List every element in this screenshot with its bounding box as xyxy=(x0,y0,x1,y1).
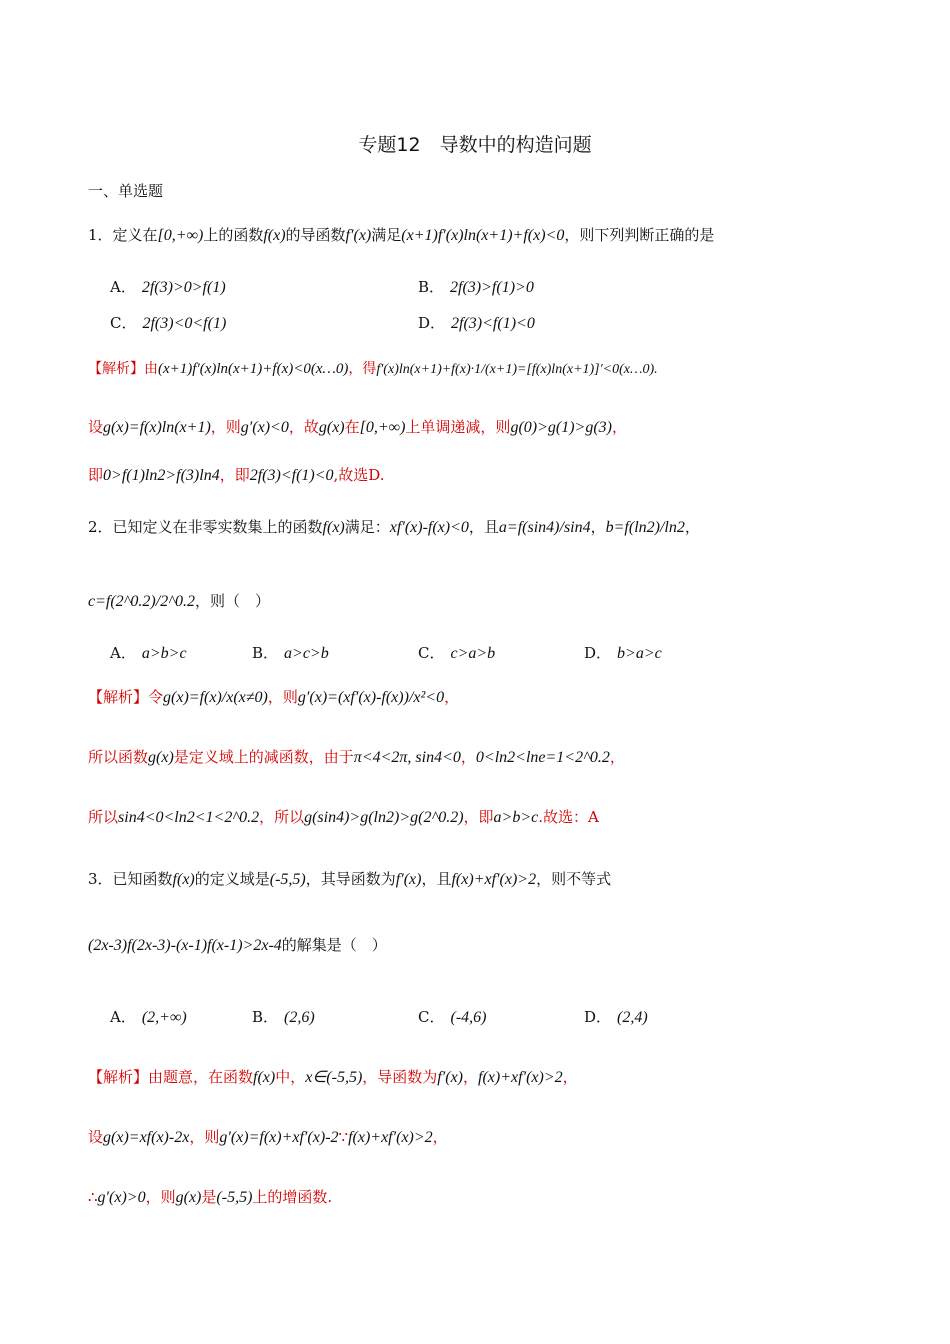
option-value: c>a>b xyxy=(450,645,496,662)
solution-text: 所以函数 xyxy=(88,748,149,766)
q3-stem-line-2 xyxy=(88,938,387,954)
option-value: a>b>c xyxy=(141,645,187,662)
solution-math: g(x)=xf(x)-2x xyxy=(103,1129,190,1146)
option-label: B． xyxy=(418,278,445,296)
solution-text: 上的增函数. xyxy=(252,1188,333,1206)
solution-math: f(x) xyxy=(253,1069,276,1086)
solution-math: f(x)+xf′(x)>2 xyxy=(478,1069,563,1086)
q3-stem-text: 的定义域是 xyxy=(194,870,270,888)
q2-math: a=f(sin4)/sin4 xyxy=(498,519,591,536)
option-label: C． xyxy=(418,644,445,662)
therefore-symbol: ∴ xyxy=(88,1188,98,1206)
solution-text: ，所以 xyxy=(259,808,305,826)
solution-text: 由题意，在函数 xyxy=(148,1068,254,1086)
solution-text: ， xyxy=(612,418,628,436)
solution-text: 由 xyxy=(144,361,158,377)
q2-math: xf′(x)-f(x)<0 xyxy=(389,519,469,536)
solution-tag: 【解析】 xyxy=(88,361,144,377)
q3-math: f′(x) xyxy=(395,871,422,888)
solution-text: ,故选D. xyxy=(333,466,385,484)
q3-math: f(x)+xf′(x)>2 xyxy=(451,871,537,888)
solution-text: ， xyxy=(609,748,625,766)
q2-stem-text: 满足： xyxy=(344,518,390,536)
option-label: B． xyxy=(252,644,279,662)
option-label: D． xyxy=(584,1008,612,1026)
q3-stem-text: ，则不等式 xyxy=(536,870,612,888)
solution-math: f′(x)ln(x+1)+f(x)·1/(x+1)=[f(x)ln(x+1)]′<0(x…0). xyxy=(376,362,658,377)
q3-solution-line-2 xyxy=(88,1130,448,1146)
solution-text: ， xyxy=(444,688,460,706)
q3-stem-text: ，其导函数为 xyxy=(305,870,396,888)
option-value: (-4,6) xyxy=(450,1009,487,1026)
q2-stem-line-2 xyxy=(88,594,270,610)
q2-stem-text: ，则（ ） xyxy=(194,592,270,610)
solution-math: 0>f(1)ln2>f(3)ln4 xyxy=(103,467,220,484)
option-value: (2,+∞) xyxy=(141,1009,187,1026)
solution-math: g′(x)=f(x)+xf′(x)-2 xyxy=(219,1129,339,1146)
solution-math: a>b>c xyxy=(493,809,539,826)
solution-text: 在 xyxy=(344,418,360,436)
option-value: a>c>b xyxy=(284,645,329,662)
option-value: (2,4) xyxy=(617,1009,648,1026)
solution-math: g(x)=f(x)ln(x+1) xyxy=(103,419,211,436)
q1-option-b xyxy=(418,276,534,297)
solution-text: ，得 xyxy=(348,361,377,377)
q1-option-a xyxy=(110,276,226,297)
q2-solution-line-1 xyxy=(88,690,459,706)
solution-math: π<4<2π, sin4<0 xyxy=(353,749,461,766)
option-label: D． xyxy=(418,314,446,332)
solution-math: g(x)=f(x)/x(x≠0) xyxy=(163,689,268,706)
solution-text: ，则 xyxy=(189,1128,220,1146)
q2-stem-line-1 xyxy=(88,520,700,536)
solution-text: ，则 xyxy=(210,418,241,436)
q3-option-b xyxy=(252,1006,315,1027)
solution-text: ，则 xyxy=(145,1188,176,1206)
q2-stem-text: ，且 xyxy=(468,518,499,536)
q3-stem-text: ，且 xyxy=(421,870,452,888)
solution-math: x∈(-5,5) xyxy=(305,1069,363,1086)
q2-stem-text: 2．已知定义在非零实数集上的函数 xyxy=(88,518,323,536)
option-label: B． xyxy=(252,1008,279,1026)
q3-solution-line-3 xyxy=(88,1190,332,1206)
solution-math: g(sin4)>g(ln2)>g(2^0.2) xyxy=(304,809,464,826)
q3-math: f(x) xyxy=(172,871,195,888)
option-value: 2f(3)>f(1)>0 xyxy=(450,279,534,296)
solution-math: g(x) xyxy=(175,1189,202,1206)
solution-tag: 【解析】 xyxy=(88,1068,149,1086)
q2-solution-line-2 xyxy=(88,750,625,766)
solution-math: 0<ln2<lne=1<2^0.2 xyxy=(475,749,610,766)
q1-math: [0,+∞) xyxy=(157,227,204,244)
solution-text: ， xyxy=(432,1128,448,1146)
q2-math: f(x) xyxy=(322,519,345,536)
q2-option-c xyxy=(418,642,495,663)
q1-option-c xyxy=(110,312,226,333)
section-heading: 一、单选题 xyxy=(88,182,164,200)
option-value: 2f(3)<f(1)<0 xyxy=(451,315,535,332)
q2-option-a xyxy=(110,642,187,663)
option-label: D． xyxy=(584,644,612,662)
solution-math: sin4<0<ln2<1<2^0.2 xyxy=(118,809,260,826)
solution-text: 设 xyxy=(88,418,104,436)
solution-math: g′(x)<0 xyxy=(240,419,289,436)
solution-text: 是定义域上的减函数，由于 xyxy=(173,748,354,766)
solution-text: 上单调递减，则 xyxy=(405,418,511,436)
solution-math: [0,+∞) xyxy=(359,419,406,436)
q1-option-d xyxy=(418,312,535,333)
q2-solution-line-3 xyxy=(88,810,599,826)
solution-math: f(x)+xf′(x)>2 xyxy=(348,1129,433,1146)
solution-text: .故选：A xyxy=(538,808,599,826)
solution-text: ， xyxy=(463,1068,479,1086)
q1-math: f(x) xyxy=(263,227,286,244)
q1-stem xyxy=(88,228,714,244)
solution-math: f′(x) xyxy=(437,1069,463,1086)
solution-text: 令 xyxy=(148,688,164,706)
q1-math: f′(x) xyxy=(345,227,372,244)
solution-math: (-5,5) xyxy=(216,1189,253,1206)
q3-math: (-5,5) xyxy=(269,871,306,888)
solution-text: ，故 xyxy=(288,418,319,436)
solution-math: g(x) xyxy=(318,419,345,436)
q1-math: (x+1)f′(x)ln(x+1)+f(x)<0 xyxy=(401,227,565,244)
solution-tag: 【解析】 xyxy=(88,688,149,706)
q3-math: (2x-3)f(2x-3)-(x-1)f(x-1)>2x-4 xyxy=(88,937,282,954)
q3-solution-line-1 xyxy=(88,1070,578,1086)
q2-math: c=f(2^0.2)/2^0.2 xyxy=(88,593,195,610)
page-title: 专题12 导数中的构造问题 xyxy=(358,134,592,156)
therefore-symbol: ∵ xyxy=(338,1128,349,1146)
q3-stem-line-1 xyxy=(88,872,611,888)
option-label: C． xyxy=(110,314,137,332)
option-label: A． xyxy=(110,278,136,296)
solution-math: g′(x)>0 xyxy=(97,1189,146,1206)
q1-solution-line-3 xyxy=(88,468,385,484)
solution-text: ， xyxy=(562,1068,578,1086)
solution-text: 所以 xyxy=(88,808,119,826)
q1-stem-text: 满足 xyxy=(371,226,402,244)
q1-solution-line-2 xyxy=(88,420,627,436)
q3-option-c xyxy=(418,1006,486,1027)
solution-math: g(0)>g(1)>g(3) xyxy=(510,419,612,436)
solution-text: ，即 xyxy=(219,466,250,484)
solution-text: ，导函数为 xyxy=(362,1068,438,1086)
q3-stem-text: 的解集是（ ） xyxy=(281,936,387,954)
solution-text: ，则 xyxy=(267,688,298,706)
solution-text: 即 xyxy=(88,466,104,484)
option-value: 2f(3)>0>f(1) xyxy=(141,279,226,296)
q2-option-b xyxy=(252,642,329,663)
solution-math: g′(x)=(xf′(x)-f(x))/x²<0 xyxy=(297,689,445,706)
q1-stem-text: 的导函数 xyxy=(285,226,346,244)
solution-text: 设 xyxy=(88,1128,104,1146)
option-value: (2,6) xyxy=(284,1009,315,1026)
q2-math: b=f(ln2)/ln2 xyxy=(605,519,685,536)
q2-stem-text: ， xyxy=(590,518,606,536)
option-value: b>a>c xyxy=(617,645,662,662)
q1-solution-line-1 xyxy=(88,362,658,377)
q3-stem-text: 3．已知函数 xyxy=(88,870,173,888)
solution-text: ， xyxy=(460,748,476,766)
solution-math: (x+1)f′(x)ln(x+1)+f(x)<0(x…0) xyxy=(158,361,349,377)
option-value: 2f(3)<0<f(1) xyxy=(142,315,227,332)
solution-text: ，即 xyxy=(463,808,494,826)
solution-math: g(x) xyxy=(148,749,174,766)
q3-option-a xyxy=(110,1006,187,1027)
q2-stem-text: ， xyxy=(684,518,700,536)
q1-stem-text: 1．定义在 xyxy=(88,226,158,244)
option-label: C． xyxy=(418,1008,445,1026)
solution-text: 是 xyxy=(201,1188,217,1206)
q1-stem-text: ，则下列判断正确的是 xyxy=(564,226,715,244)
q3-option-d xyxy=(584,1006,648,1027)
q2-option-d xyxy=(584,642,662,663)
option-label: A． xyxy=(110,1008,136,1026)
option-label: A． xyxy=(110,644,136,662)
solution-math: 2f(3)<f(1)<0 xyxy=(249,467,334,484)
q1-stem-text: 上的函数 xyxy=(203,226,264,244)
solution-text: 中， xyxy=(275,1068,306,1086)
